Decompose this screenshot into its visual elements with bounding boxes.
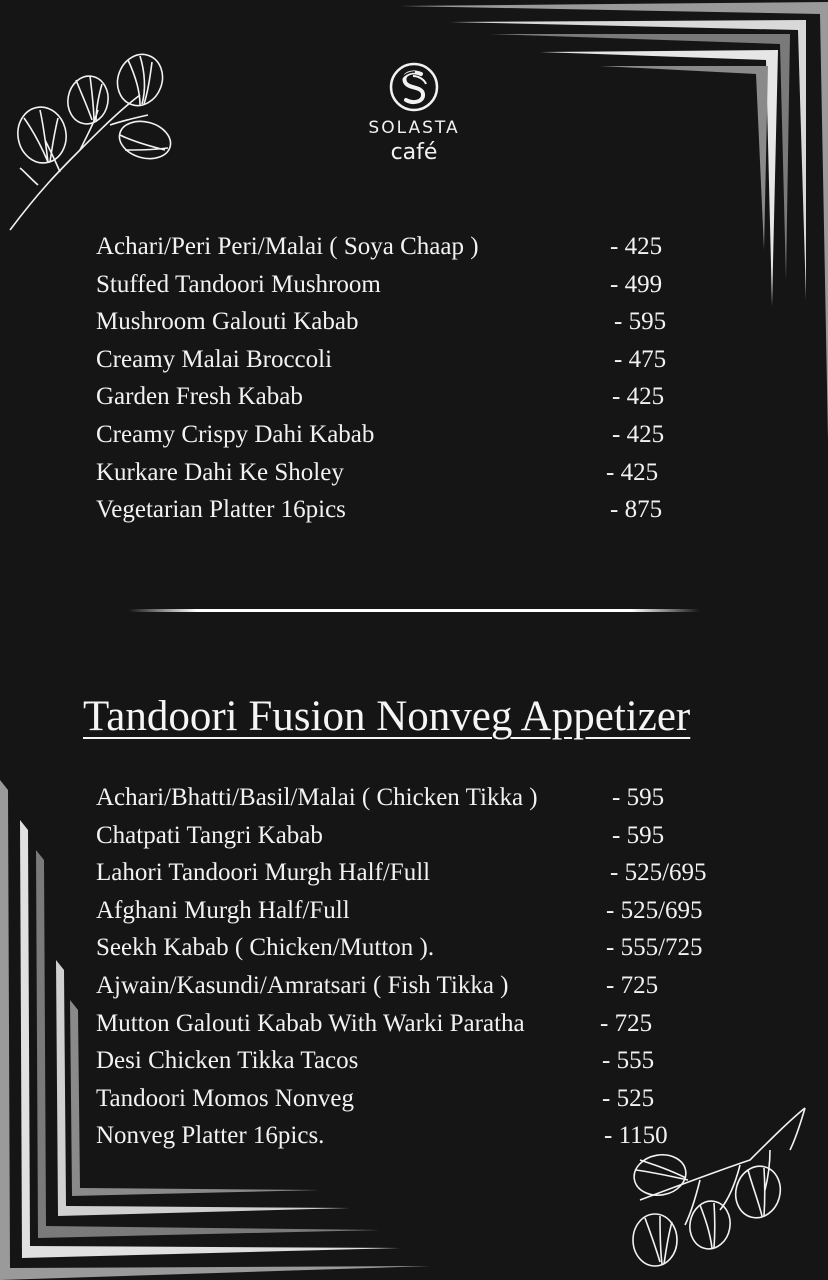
item-name: Desi Chicken Tikka Tacos <box>96 1047 359 1075</box>
item-price: - 425 <box>606 458 659 486</box>
item-name: Mushroom Galouti Kabab <box>96 308 359 336</box>
item-price: - 555 <box>602 1047 655 1075</box>
item-name: Achari/Peri Peri/Malai ( Soya Chaap ) <box>96 233 479 260</box>
item-price: - 525 <box>602 1084 655 1112</box>
item-price: - 425 <box>612 420 665 448</box>
item-price: - 725 <box>606 971 659 999</box>
item-price: - 525/695 <box>610 859 707 887</box>
brand-subtitle: café <box>390 140 438 165</box>
item-price: - 555/725 <box>606 934 703 962</box>
item-price: - 1150 <box>604 1122 668 1150</box>
item-price: - 525/695 <box>606 896 703 924</box>
item-name: Seekh Kabab ( Chicken/Mutton ). <box>96 934 435 962</box>
item-name: Chatpati Tangri Kabab <box>96 821 323 849</box>
item-name: Lahori Tandoori Murgh Half/Full <box>96 859 431 887</box>
item-price: - 499 <box>610 270 663 298</box>
item-price: - 475 <box>614 345 667 373</box>
item-name: Mutton Galouti Kabab With Warki Paratha <box>96 1009 525 1037</box>
item-price: - 595 <box>614 308 667 336</box>
item-price: - 425 <box>612 383 665 411</box>
section-title: Tandoori Fusion Nonveg Appetizer <box>83 693 691 740</box>
item-name: Stuffed Tandoori Mushroom <box>96 270 381 298</box>
item-name: Garden Fresh Kabab <box>96 383 303 411</box>
item-price: - 595 <box>612 821 665 849</box>
item-price: - 725 <box>600 1009 653 1037</box>
item-name: Achari/Bhatti/Basil/Malai ( Chicken Tikka ) <box>96 784 538 811</box>
item-name: Creamy Malai Broccoli <box>96 345 333 373</box>
item-price: - 875 <box>610 496 663 524</box>
item-price: - 425 <box>610 233 663 260</box>
item-name: Afghani Murgh Half/Full <box>96 896 350 924</box>
item-name: Nonveg Platter 16pics. <box>96 1122 325 1150</box>
item-name: Kurkare Dahi Ke Sholey <box>96 458 344 486</box>
item-price: - 595 <box>612 784 665 811</box>
item-name: Ajwain/Kasundi/Amratsari ( Fish Tikka ) <box>96 971 509 999</box>
section-divider <box>128 609 700 612</box>
item-name: Creamy Crispy Dahi Kabab <box>96 420 375 448</box>
item-name: Tandoori Momos Nonveg <box>96 1084 354 1112</box>
item-name: Vegetarian Platter 16pics <box>96 496 346 524</box>
brand-name: SOLASTA <box>368 118 460 138</box>
double-s-monogram-icon <box>388 62 440 112</box>
cafe-logo <box>364 62 464 165</box>
floral-branch-icon <box>10 48 175 230</box>
